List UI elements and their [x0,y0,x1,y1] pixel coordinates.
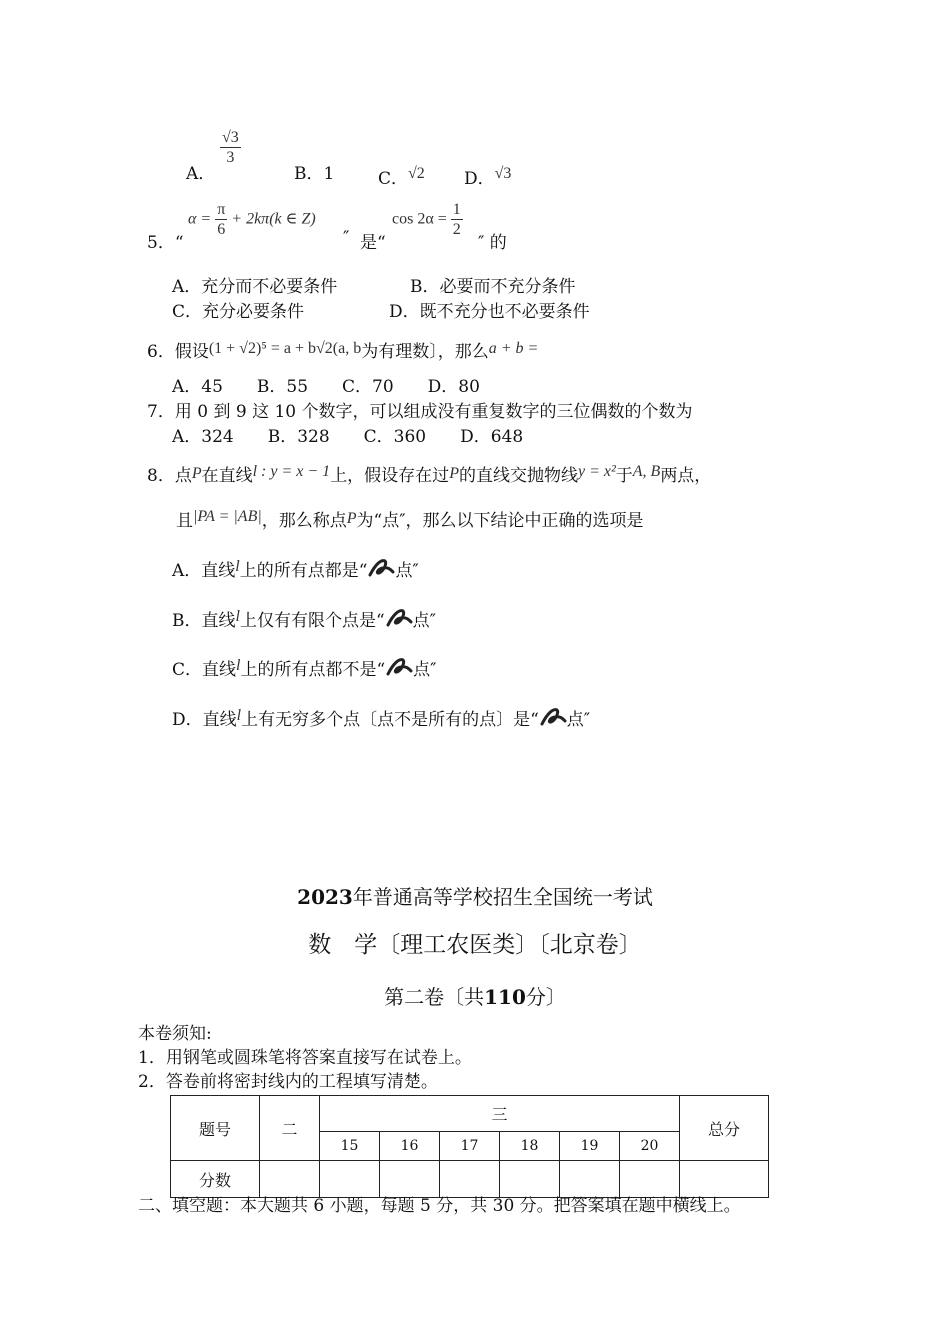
q5-condition-cos: cos 2α = $\frac{1}{2}$ [392,201,461,239]
score-table-col-20: 20 [620,1131,680,1160]
q8-line1: 8．点P在直线l : y = x − 1上，假设存在过P的直线交抛物线y = x²于A, B两点， [147,463,712,486]
notes-item-2: 2．答卷前将密封线内的工程填写清楚。 [138,1072,438,1092]
q5-option-d: D．既不充分也不必要条件 [389,302,590,322]
score-table-col-16: 16 [380,1131,440,1160]
q4-option-a: A． [186,164,216,184]
score-cell[interactable] [680,1161,769,1198]
q4-option-c: C．√2 [378,165,425,189]
score-cell[interactable] [560,1161,620,1198]
script-a-icon [385,607,413,629]
q6-options: A．45 B．55 C．70 D．80 [172,377,480,397]
q5-mid-text: 是“ [360,233,386,253]
section-two-instructions: 二、填空题：本大题共 6 小题，每题 5 分，共 30 分。把答案填在题中横线上。 [138,1196,741,1216]
script-a-icon [385,656,413,678]
q5-option-c: C．充分必要条件 [172,302,305,322]
q8-line2: 且|PA = |AB|，那么称点P为“点″，那么以下结论中正确的选项是 [176,508,644,531]
q8-option-d: D．直线l上有无穷多个点〔点不是所有的点〕是“ 点″ [172,707,591,730]
score-table [170,1095,769,1198]
score-cell[interactable] [380,1161,440,1198]
score-cell[interactable] [500,1161,560,1198]
q5-tail: ″ 的 [478,233,507,253]
q4-option-b: B．1 [294,164,335,184]
score-cell[interactable] [260,1161,320,1198]
q5-option-a: A．充分而不必要条件 [172,277,338,297]
script-a-icon [539,706,567,728]
exam-subject: 数 学〔理工农医类〕〔北京卷〕 [308,932,642,958]
q4-option-d: D．√3 [464,165,512,189]
script-a-icon [367,557,395,579]
score-cell[interactable] [320,1161,380,1198]
notes-heading: 本卷须知: [138,1024,212,1044]
part-two-heading: 第二卷〔共110分〕 [384,985,566,1009]
q8-option-a: A．直线l上的所有点都是“ 点″ [172,558,419,581]
score-cell[interactable] [620,1161,680,1198]
q7-text: 7．用 0 到 9 这 10 个数字，可以组成没有重复数字的三位偶数的个数为 [147,402,693,422]
q5-condition-alpha: α = $\frac{\pi}{6}$ + 2kπ(k ∈ Z) [188,201,316,239]
score-table-label-header: 题号 [171,1096,260,1161]
score-table-row-label: 分数 [171,1161,260,1198]
q5-close-quote: ″ [343,228,350,248]
score-table-col-17: 17 [440,1131,500,1160]
q6-text: 6．假设(1 + √2)⁵ = a + b√2(a, b为有理数〕，那么a + b = [147,340,539,362]
q8-option-b: B．直线l上仅有有限个点是“ 点″ [172,608,437,631]
score-table-col-19: 19 [560,1131,620,1160]
q4-option-a-fraction: $\frac{√3}{3}$ [222,129,239,167]
score-table-col-15: 15 [320,1131,380,1160]
score-table-section-two: 二 [260,1096,320,1161]
score-table-section-three: 三 [320,1096,680,1132]
score-table-total: 总分 [680,1096,769,1161]
score-cell[interactable] [440,1161,500,1198]
notes-item-1: 1．用钢笔或圆珠笔将答案直接写在试卷上。 [138,1048,472,1068]
exam-title: 2023年普通高等学校招生全国统一考试 [297,885,653,909]
q5-number: 5．“ [147,233,184,253]
score-table-col-18: 18 [500,1131,560,1160]
q7-options: A．324 B．328 C．360 D．648 [172,427,524,447]
q5-option-b: B．必要而不充分条件 [410,277,576,297]
q8-option-c: C．直线l上的所有点都不是“ 点″ [172,657,437,680]
